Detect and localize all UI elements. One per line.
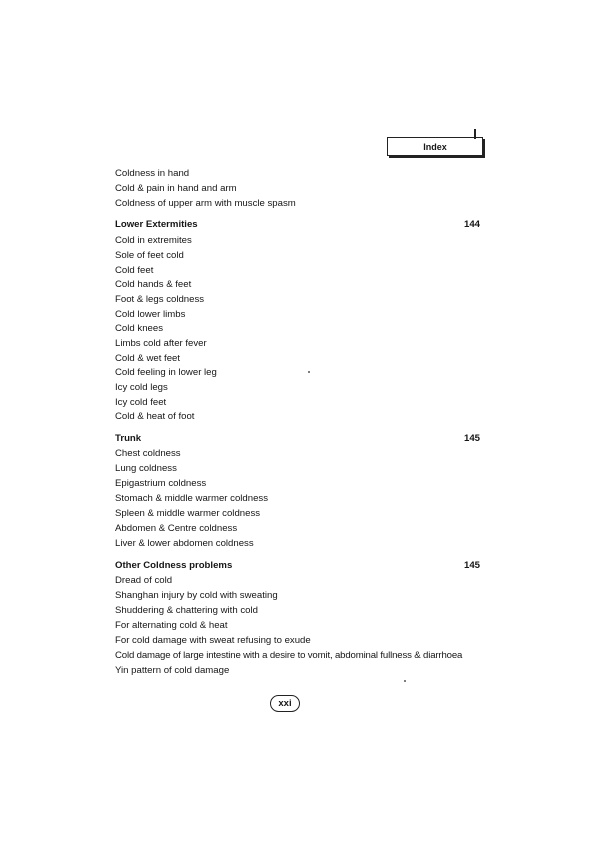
index-entry: Stomach & middle warmer coldness (115, 493, 269, 504)
index-entry: Shuddering & chattering with cold (115, 605, 258, 616)
index-entry: Cold hands & feet (115, 279, 192, 290)
index-entry: Liver & lower abdomen coldness (115, 538, 254, 549)
page-number-badge (270, 695, 300, 712)
section-page-number: 145 (464, 560, 481, 571)
index-entry: Limbs cold after fever (115, 338, 207, 349)
index-entry: Coldness of upper arm with muscle spasm (115, 198, 296, 209)
scan-speck (308, 371, 310, 373)
index-entry: For cold damage with sweat refusing to exude (115, 635, 311, 646)
index-entry: Cold knees (115, 323, 163, 334)
section-page-number: 144 (464, 219, 481, 230)
index-entry: Cold & wet feet (115, 353, 181, 364)
section-heading-trunk: Trunk (115, 433, 142, 444)
index-entry: Cold & heat of foot (115, 411, 195, 422)
index-header-label: Index (423, 141, 447, 152)
index-entry: Cold feeling in lower leg (115, 367, 217, 378)
index-entry: Dread of cold (115, 575, 173, 586)
scan-speck (404, 680, 406, 682)
index-entry: Cold damage of large intestine with a desire to vomit, abdominal fullness & diarrhoea (115, 650, 463, 661)
index-entry: Coldness in hand (115, 168, 190, 179)
index-header-box (387, 137, 483, 156)
index-entry: Icy cold feet (115, 397, 167, 408)
index-entry: Foot & legs coldness (115, 294, 205, 305)
index-entry: Cold in extremites (115, 235, 192, 246)
page-number-label: xxi (278, 698, 292, 709)
index-entry: Cold feet (115, 265, 154, 276)
section-heading-other-coldness: Other Coldness problems (115, 560, 233, 571)
index-entry: Abdomen & Centre coldness (115, 523, 238, 534)
index-entry: Chest coldness (115, 448, 181, 459)
index-entry: Cold lower limbs (115, 309, 186, 320)
index-entry: Epigastrium coldness (115, 478, 207, 489)
index-entry: Lung coldness (115, 463, 177, 474)
index-entry: Spleen & middle warmer coldness (115, 508, 261, 519)
index-entry: Icy cold legs (115, 382, 168, 393)
section-heading-lower-extremities: Lower Extermities (115, 219, 198, 230)
index-entry: Cold & pain in hand and arm (115, 183, 237, 194)
index-entry: Sole of feet cold (115, 250, 184, 261)
index-entry: For alternating cold & heat (115, 620, 228, 631)
section-page-number: 145 (464, 433, 481, 444)
index-entry: Yin pattern of cold damage (115, 665, 230, 676)
index-entry: Shanghan injury by cold with sweating (115, 590, 278, 601)
